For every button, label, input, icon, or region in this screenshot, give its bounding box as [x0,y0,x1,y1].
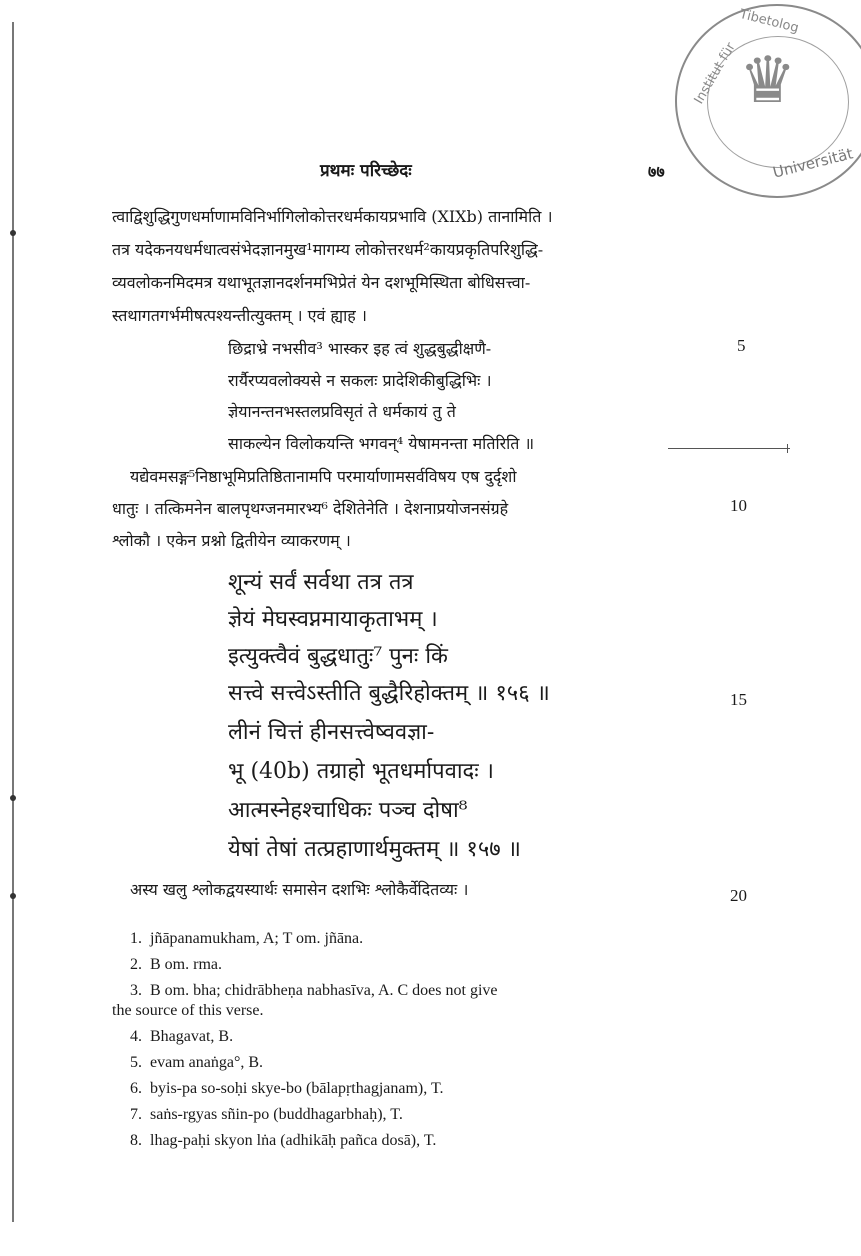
margin-mark [10,893,16,899]
footnote [130,1106,403,1124]
verse-line: साकल्येन विलोकयन्ति भगवन्⁴ येषामनन्ता मतिरिति ॥ [228,434,535,453]
footnote-number: 6. [130,1080,142,1097]
footnote-number: 3. [130,982,142,999]
verse-line: सत्त्वे सत्त्वेऽस्तीति बुद्धैरिहोक्तम् ॥ १५६ ॥ [228,681,550,706]
footnote-text: jñāpanamukham, A; T om. jñāna. [150,930,364,947]
footnote-text: B om. rma. [150,956,222,973]
prose-line: श्लोकौ । एकेन प्रश्नो द्वितीयेन व्याकरणम् । [112,531,351,550]
prose-line: त्वाद्विशुद्धिगुणधर्माणामविनिर्भागिलोकोत्तरधर्मकायप्रभावि (XIXb) तानामिति । [112,207,553,226]
library-stamp [675,4,861,198]
line-number: 20 [730,886,747,905]
verse-line: आत्मस्नेहश्चाधिकः पञ्च दोषा⁸ [228,798,468,823]
prose-line: अस्य खलु श्लोकद्वयस्यार्थः समासेन दशभिः श्लोकैर्वेदितव्यः । [130,880,469,899]
verse-line: ज्ञेयानन्तनभस्तलप्रविसृतं ते धर्मकायं तु ते [228,402,456,421]
footnote-text: saṅs-rgyas sñin-po (buddhagarbhaḥ), T. [150,1106,403,1123]
eagle-emblem-icon: ♛ [739,44,797,118]
page-number: ७७ [648,162,665,181]
left-margin-rule [12,22,14,1222]
footnote-number: 5. [130,1054,142,1071]
stamp-text-side: Institut für [691,40,739,107]
footnote-text: lhag-paḥi skyon lṅa (adhikāḥ pañca dosā), T. [150,1132,437,1149]
footnote [130,1080,444,1098]
footnote-text: Bhagavat, B. [150,1028,234,1045]
footnote-text: byis-pa so-soḥi skye-bo (bālapṛthagjanam), T. [150,1080,444,1097]
footnote-text: evam anaṅga°, B. [150,1054,264,1071]
prose-line: यद्येवमसङ्ग⁵निष्ठाभूमिप्रतिष्ठितानामपि परमार्याणामसर्वविषय एष दुर्दृशो [130,467,517,486]
footnote-number: 4. [130,1028,142,1045]
verse-line: शून्यं सर्वं सर्वथा तत्र तत्र [228,570,414,595]
running-head: प्रथमः परिच्छेदः [320,161,412,181]
margin-mark [10,230,16,236]
footnote-number: 1. [130,930,142,947]
footnote [130,1054,263,1072]
footnote-text: B om. bha; chidrābheṇa nabhasīva, A. C does not give [150,982,498,999]
stamp-text-bottom: Universität [771,144,855,182]
footnote-number: 2. [130,956,142,973]
footnote [130,982,497,1000]
footnote-continuation: the source of this verse. [112,1002,264,1019]
verse-line: रार्यैरप्यवलोक्यसे न सकलः प्रादेशिकीबुद्धिभिः । [228,371,492,390]
margin-rule [668,448,790,449]
prose-line: तत्र यदेकनयधर्मधात्वसंभेदज्ञानमुख¹मागम्य लोकोत्तरधर्म²कायप्रकृतिपरिशुद्धि- [112,240,544,259]
verse-line: ज्ञेयं मेघस्वप्नमायाकृताभम् । [228,607,438,632]
stamp-text-top: Tibetolog [738,6,801,37]
footnote [130,956,222,974]
verse-line: इत्युक्त्वैवं बुद्धधातुः⁷ पुनः किं [228,644,448,669]
verse-line: भू (40b) तग्राहो भूतधर्मापवादः । [228,759,494,784]
line-number: 5 [737,336,746,355]
verse-line: येषां तेषां तत्प्रहाणार्थमुक्तम् ॥ १५७ ॥ [228,837,521,862]
footnote-number: 7. [130,1106,142,1123]
margin-mark [10,795,16,801]
prose-line: स्तथागतगर्भमीषत्पश्यन्तीत्युक्तम् । एवं ह्याह । [112,306,367,325]
verse-line: छिद्राभ्रे नभसीव³ भास्कर इह त्वं शुद्धबुद्धीक्षणै- [228,339,492,358]
footnote-number: 8. [130,1132,142,1149]
footnote [130,930,363,948]
footnote [130,1028,233,1046]
prose-line: व्यवलोकनमिदमत्र यथाभूतज्ञानदर्शनमभिप्रेतं येन दशभूमिस्थिता बोधिसत्त्वा- [112,273,531,292]
footnote [130,1132,436,1150]
verse-line: लीनं चित्तं हीनसत्त्वेष्ववज्ञा- [228,720,435,745]
line-number: 10 [730,496,747,515]
prose-line: धातुः । तत्किमनेन बालपृथग्जनमारभ्य⁶ देशितेनेति । देशनाप्रयोजनसंग्रहे [112,499,509,518]
line-number: 15 [730,690,747,709]
